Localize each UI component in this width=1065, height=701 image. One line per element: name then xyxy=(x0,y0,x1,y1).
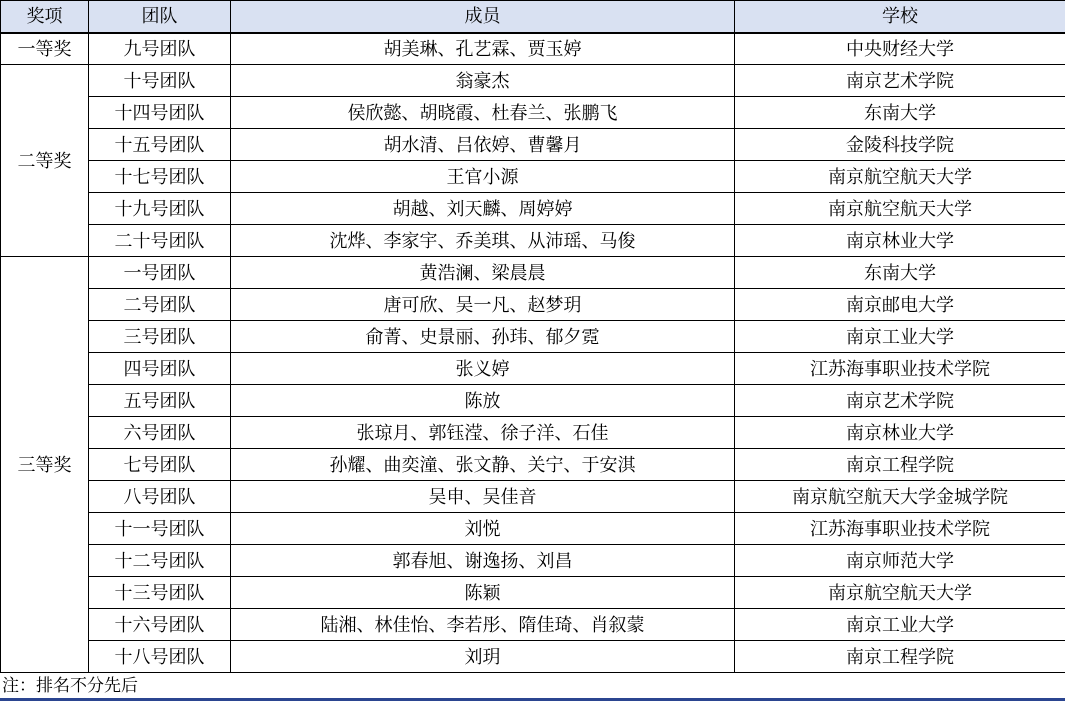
table-body xyxy=(1,33,1065,673)
team-cell: 五号团队 xyxy=(89,385,231,417)
table-row xyxy=(1,97,1065,129)
members-cell: 侯欣懿、胡晓霞、杜春兰、张鹏飞 xyxy=(231,97,735,129)
school-cell: 东南大学 xyxy=(735,97,1065,129)
header-award: 奖项 xyxy=(1,1,89,33)
members-cell: 黄浩澜、梁晨晨 xyxy=(231,257,735,289)
school-cell: 南京艺术学院 xyxy=(735,65,1065,97)
table-row xyxy=(1,513,1065,545)
team-cell: 十八号团队 xyxy=(89,641,231,673)
members-cell: 胡美琳、孔艺霖、贾玉婷 xyxy=(231,33,735,65)
members-cell: 张琼月、郭钰滢、徐子洋、石佳 xyxy=(231,417,735,449)
award-cell: 一等奖 xyxy=(1,33,89,65)
school-cell: 南京艺术学院 xyxy=(735,385,1065,417)
members-cell: 唐可欣、吴一凡、赵梦玥 xyxy=(231,289,735,321)
school-cell: 南京林业大学 xyxy=(735,417,1065,449)
table-row xyxy=(1,609,1065,641)
team-cell: 六号团队 xyxy=(89,417,231,449)
header-members: 成员 xyxy=(231,1,735,33)
table-row xyxy=(1,193,1065,225)
team-cell: 十二号团队 xyxy=(89,545,231,577)
header-team: 团队 xyxy=(89,1,231,33)
school-cell: 南京航空航天大学 xyxy=(735,193,1065,225)
members-cell: 俞菁、史景丽、孙玮、郁夕霓 xyxy=(231,321,735,353)
team-cell: 九号团队 xyxy=(89,33,231,65)
members-cell: 陆湘、林佳怡、李若彤、隋佳琦、肖叙蒙 xyxy=(231,609,735,641)
table-row xyxy=(1,129,1065,161)
school-cell: 南京工程学院 xyxy=(735,641,1065,673)
team-cell: 二号团队 xyxy=(89,289,231,321)
school-cell: 中央财经大学 xyxy=(735,33,1065,65)
team-cell: 十四号团队 xyxy=(89,97,231,129)
school-cell: 江苏海事职业技术学院 xyxy=(735,513,1065,545)
team-cell: 二十号团队 xyxy=(89,225,231,257)
school-cell: 南京航空航天大学 xyxy=(735,161,1065,193)
award-cell: 三等奖 xyxy=(1,257,89,673)
members-cell: 郭春旭、谢逸扬、刘昌 xyxy=(231,545,735,577)
header-row xyxy=(1,1,1065,33)
table-row xyxy=(1,577,1065,609)
members-cell: 翁豪杰 xyxy=(231,65,735,97)
team-cell: 十五号团队 xyxy=(89,129,231,161)
table-row xyxy=(1,353,1065,385)
school-cell: 江苏海事职业技术学院 xyxy=(735,353,1065,385)
table-row xyxy=(1,321,1065,353)
school-cell: 东南大学 xyxy=(735,257,1065,289)
table-row xyxy=(1,417,1065,449)
table-row xyxy=(1,161,1065,193)
members-cell: 陈颖 xyxy=(231,577,735,609)
team-cell: 十一号团队 xyxy=(89,513,231,545)
members-cell: 张义婷 xyxy=(231,353,735,385)
award-cell: 二等奖 xyxy=(1,65,89,257)
team-cell: 十号团队 xyxy=(89,65,231,97)
members-cell: 陈放 xyxy=(231,385,735,417)
school-cell: 南京工程学院 xyxy=(735,449,1065,481)
team-cell: 三号团队 xyxy=(89,321,231,353)
table-row xyxy=(1,65,1065,97)
school-cell: 金陵科技学院 xyxy=(735,129,1065,161)
team-cell: 七号团队 xyxy=(89,449,231,481)
team-cell: 十九号团队 xyxy=(89,193,231,225)
team-cell: 一号团队 xyxy=(89,257,231,289)
school-cell: 南京林业大学 xyxy=(735,225,1065,257)
table-row xyxy=(1,225,1065,257)
footnote: 注：排名不分先后 xyxy=(2,676,138,695)
header-school: 学校 xyxy=(735,1,1065,33)
table-row xyxy=(1,641,1065,673)
members-cell: 胡越、刘天麟、周婷婷 xyxy=(231,193,735,225)
members-cell: 王官小源 xyxy=(231,161,735,193)
school-cell: 南京师范大学 xyxy=(735,545,1065,577)
school-cell: 南京工业大学 xyxy=(735,321,1065,353)
table-row xyxy=(1,257,1065,289)
members-cell: 沈烨、李家宇、乔美琪、从沛瑶、马俊 xyxy=(231,225,735,257)
members-cell: 刘玥 xyxy=(231,641,735,673)
table-row xyxy=(1,33,1065,65)
school-cell: 南京航空航天大学 xyxy=(735,577,1065,609)
table-row xyxy=(1,289,1065,321)
team-cell: 十七号团队 xyxy=(89,161,231,193)
table-row xyxy=(1,449,1065,481)
school-cell: 南京工业大学 xyxy=(735,609,1065,641)
table-row xyxy=(1,545,1065,577)
team-cell: 十三号团队 xyxy=(89,577,231,609)
team-cell: 十六号团队 xyxy=(89,609,231,641)
table-row xyxy=(1,481,1065,513)
team-cell: 四号团队 xyxy=(89,353,231,385)
team-cell: 八号团队 xyxy=(89,481,231,513)
school-cell: 南京邮电大学 xyxy=(735,289,1065,321)
members-cell: 胡水清、吕依婷、曹馨月 xyxy=(231,129,735,161)
school-cell: 南京航空航天大学金城学院 xyxy=(735,481,1065,513)
members-cell: 刘悦 xyxy=(231,513,735,545)
members-cell: 吴申、吴佳音 xyxy=(231,481,735,513)
table-row xyxy=(1,385,1065,417)
members-cell: 孙耀、曲奕潼、张文静、关宁、于安淇 xyxy=(231,449,735,481)
